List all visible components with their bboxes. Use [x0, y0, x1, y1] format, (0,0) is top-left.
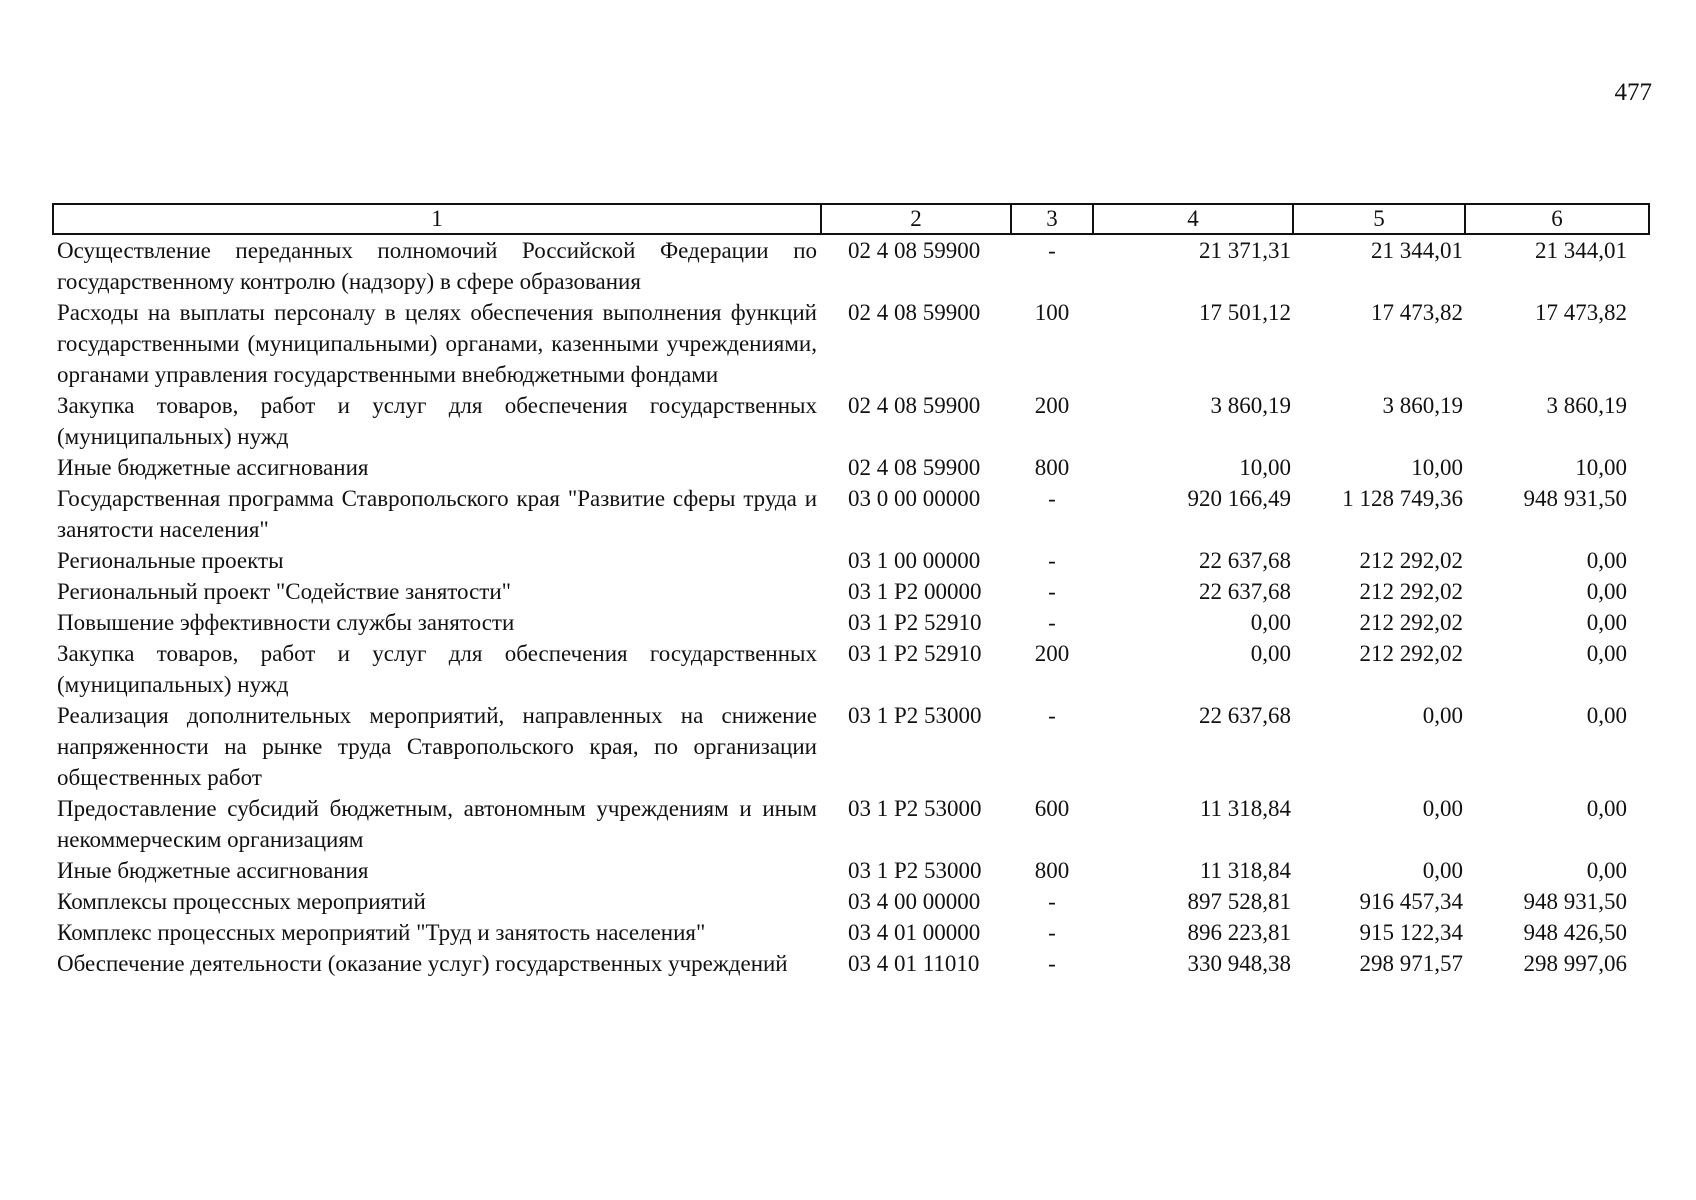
amount-col5: 212 292,02 — [1359, 641, 1463, 666]
column-header-4: 4 — [1093, 204, 1293, 234]
amount-col5: 10,00 — [1411, 455, 1463, 480]
target-code: 02 4 08 59900 — [848, 455, 981, 480]
amount-col5: 3 860,19 — [1382, 393, 1463, 418]
table-row — [53, 483, 1649, 545]
target-code: 03 1 P2 53000 — [848, 858, 982, 883]
table-row — [53, 793, 1649, 855]
table-row — [53, 452, 1649, 483]
target-code: 03 4 01 00000 — [848, 920, 981, 945]
amount-col5: 17 473,82 — [1371, 300, 1463, 325]
expense-type: 800 — [1034, 858, 1070, 883]
amount-col5: 298 971,57 — [1359, 951, 1463, 976]
amount-col6: 0,00 — [1586, 641, 1627, 666]
header-row — [53, 204, 1649, 234]
table-row — [53, 297, 1649, 390]
expense-name: Комплекс процессных мероприятий "Труд и занятость населения" — [57, 920, 706, 945]
amount-col4: 330 948,38 — [1187, 951, 1291, 976]
expense-name: Государственная программа Ставропольского края "Развитие сферы труда и занятости населения" — [57, 486, 817, 542]
expense-type: - — [1048, 951, 1056, 976]
table-row — [53, 700, 1649, 793]
expense-name: Осуществление переданных полномочий Российской Федерации по государственному контролю (надзору) в сфере образования — [57, 238, 817, 294]
expense-type: - — [1048, 889, 1056, 914]
amount-col6: 0,00 — [1586, 610, 1627, 635]
table-row — [53, 855, 1649, 886]
target-code: 02 4 08 59900 — [848, 393, 981, 418]
table-row — [53, 390, 1649, 452]
amount-col4: 22 637,68 — [1199, 548, 1291, 573]
expense-name: Иные бюджетные ассигнования — [57, 858, 369, 883]
page-number: 477 — [1614, 79, 1652, 106]
table-row — [53, 234, 1649, 297]
expense-type: - — [1048, 548, 1056, 573]
amount-col4: 0,00 — [1250, 641, 1291, 666]
table-row — [53, 576, 1649, 607]
expense-name: Обеспечение деятельности (оказание услуг) государственных учреждений — [57, 951, 788, 976]
expense-name: Закупка товаров, работ и услуг для обеспечения государственных (муниципальных) нужд — [57, 641, 817, 697]
budget-table — [52, 203, 1650, 979]
expense-type: 100 — [1034, 300, 1070, 325]
amount-col4: 11 318,84 — [1199, 796, 1291, 821]
amount-col6: 3 860,19 — [1546, 393, 1627, 418]
amount-col6: 0,00 — [1586, 796, 1627, 821]
table-row — [53, 886, 1649, 917]
expense-type: - — [1048, 920, 1056, 945]
target-code: 03 4 01 11010 — [848, 951, 980, 976]
expense-name: Закупка товаров, работ и услуг для обеспечения государственных (муниципальных) нужд — [57, 393, 817, 449]
amount-col6: 0,00 — [1586, 548, 1627, 573]
expense-name: Реализация дополнительных мероприятий, направленных на снижение напряженности на рынке труда Ставропольского края, по организации общественных работ — [57, 703, 817, 790]
amount-col4: 22 637,68 — [1199, 579, 1291, 604]
amount-col4: 896 223,81 — [1187, 920, 1291, 945]
expense-name: Предоставление субсидий бюджетным, автономным учреждениям и иным некоммерческим организациям — [57, 796, 817, 852]
amount-col5: 916 457,34 — [1359, 889, 1463, 914]
expense-type: - — [1048, 486, 1056, 511]
amount-col4: 0,00 — [1250, 610, 1291, 635]
target-code: 02 4 08 59900 — [848, 300, 981, 325]
amount-col6: 21 344,01 — [1535, 238, 1627, 263]
expense-name: Расходы на выплаты персоналу в целях обеспечения выполнения функций государственными (муниципальными) органами, казенными учреждениями, органами управления государственными внебюджетными фондами — [57, 300, 817, 387]
amount-col5: 0,00 — [1422, 703, 1463, 728]
amount-col5: 212 292,02 — [1359, 579, 1463, 604]
amount-col5: 0,00 — [1422, 796, 1463, 821]
amount-col4: 10,00 — [1239, 455, 1291, 480]
table-row — [53, 948, 1649, 979]
table-header — [53, 204, 1649, 234]
amount-col6: 0,00 — [1586, 858, 1627, 883]
expense-type: - — [1048, 703, 1056, 728]
amount-col4: 22 637,68 — [1199, 703, 1291, 728]
amount-col6: 948 931,50 — [1523, 486, 1627, 511]
expense-type: 600 — [1034, 796, 1070, 821]
amount-col6: 0,00 — [1586, 579, 1627, 604]
column-header-3: 3 — [1011, 204, 1093, 234]
expense-type: - — [1048, 238, 1056, 263]
amount-col6: 298 997,06 — [1523, 951, 1627, 976]
amount-col5: 1 128 749,36 — [1342, 486, 1463, 511]
column-header-5: 5 — [1293, 204, 1465, 234]
amount-col6: 948 931,50 — [1523, 889, 1627, 914]
amount-col6: 17 473,82 — [1535, 300, 1627, 325]
amount-col5: 212 292,02 — [1359, 548, 1463, 573]
expense-name: Комплексы процессных мероприятий — [57, 889, 426, 914]
target-code: 03 1 P2 52910 — [848, 610, 982, 635]
target-code: 02 4 08 59900 — [848, 238, 981, 263]
amount-col6: 948 426,50 — [1523, 920, 1627, 945]
amount-col5: 212 292,02 — [1359, 610, 1463, 635]
amount-col4: 3 860,19 — [1210, 393, 1291, 418]
expense-type: 200 — [1034, 393, 1070, 418]
amount-col5: 0,00 — [1422, 858, 1463, 883]
amount-col4: 920 166,49 — [1187, 486, 1291, 511]
table-row — [53, 917, 1649, 948]
expense-type: - — [1048, 610, 1056, 635]
amount-col5: 21 344,01 — [1371, 238, 1463, 263]
expense-type: 800 — [1034, 455, 1070, 480]
target-code: 03 1 P2 00000 — [848, 579, 982, 604]
table-body — [53, 234, 1649, 979]
table-row — [53, 545, 1649, 576]
expense-type: - — [1048, 579, 1056, 604]
expense-name: Региональные проекты — [57, 548, 284, 573]
amount-col6: 0,00 — [1586, 703, 1627, 728]
column-header-2: 2 — [821, 204, 1011, 234]
column-header-6: 6 — [1465, 204, 1649, 234]
expense-name: Повышение эффективности службы занятости — [57, 610, 515, 635]
target-code: 03 4 00 00000 — [848, 889, 981, 914]
target-code: 03 1 P2 53000 — [848, 703, 982, 728]
expense-type: 200 — [1034, 641, 1070, 666]
table-row — [53, 638, 1649, 700]
amount-col4: 897 528,81 — [1187, 889, 1291, 914]
target-code: 03 1 P2 52910 — [848, 641, 982, 666]
target-code: 03 1 00 00000 — [848, 548, 981, 573]
amount-col4: 17 501,12 — [1199, 300, 1291, 325]
amount-col4: 21 371,31 — [1199, 238, 1291, 263]
table-row — [53, 607, 1649, 638]
amount-col5: 915 122,34 — [1359, 920, 1463, 945]
amount-col4: 11 318,84 — [1199, 858, 1291, 883]
target-code: 03 0 00 00000 — [848, 486, 981, 511]
expense-name: Иные бюджетные ассигнования — [57, 455, 369, 480]
target-code: 03 1 P2 53000 — [848, 796, 982, 821]
amount-col6: 10,00 — [1575, 455, 1627, 480]
column-header-1: 1 — [53, 204, 821, 234]
expense-name: Региональный проект "Содействие занятости" — [57, 579, 512, 604]
